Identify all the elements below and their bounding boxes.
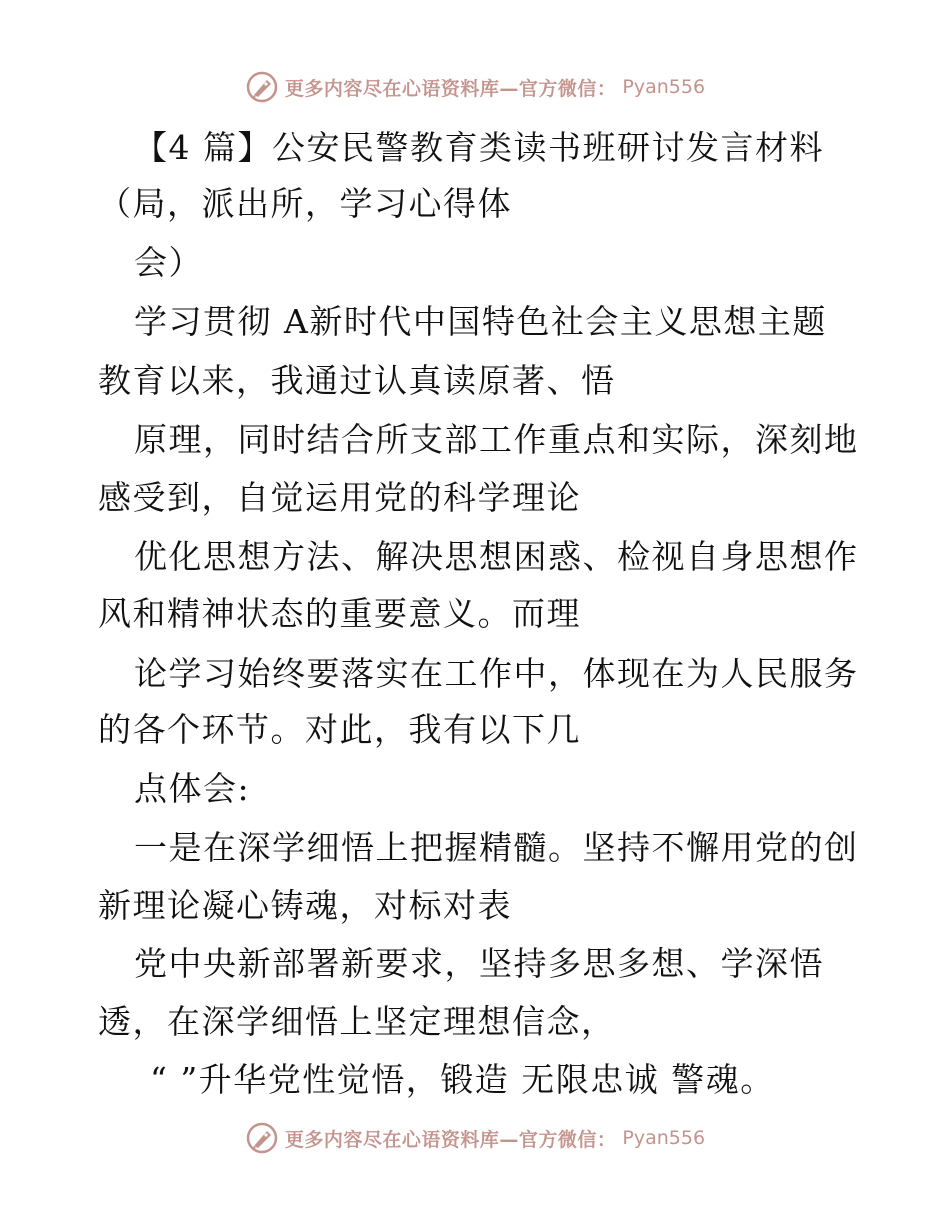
- body-line: 学习贯彻 A新时代中国特色社会主义思想主题: [134, 302, 827, 341]
- body-line: 的各个环节。对此，我有以下几: [98, 710, 581, 749]
- watermark-contact: Pyan556: [622, 76, 706, 98]
- watermark-banner-bottom: [0, 1121, 950, 1155]
- pen-nib-logo-icon: [245, 1121, 279, 1155]
- watermark-text: 更多内容尽在心语资料库—官方微信：: [284, 1128, 617, 1151]
- body-line: 感受到，自觉运用党的科学理论: [98, 478, 581, 517]
- body-line: 点体会:: [134, 769, 251, 808]
- body-line: 党中央新部署新要求，坚持多思多想、学深悟: [134, 944, 824, 983]
- watermark-text: 更多内容尽在心语资料库—官方微信：: [284, 77, 617, 100]
- watermark-contact: Pyan556: [622, 1127, 706, 1149]
- body-line: 论学习始终要落实在工作中，体现在为人民服务: [134, 654, 859, 693]
- pen-nib-logo-icon: [245, 70, 279, 104]
- body-line: “ ”升华党性觉悟，锻造 无限忠诚 警魂。: [150, 1060, 775, 1099]
- body-line: 优化思想方法、解决思想困惑、检视自身思想作: [134, 537, 859, 576]
- body-line: 风和精神状态的重要意义。而理: [98, 594, 581, 633]
- body-line: 透，在深学细悟上坚定理想信念，: [98, 1002, 616, 1041]
- body-line: 原理，同时结合所支部工作重点和实际，深刻地: [134, 420, 859, 459]
- body-line: 一是在深学细悟上把握精髓。坚持不懈用党的创: [134, 828, 859, 867]
- body-line: 教育以来，我通过认真读原著、悟: [98, 361, 616, 400]
- body-line: 新理论凝心铸魂，对标对表: [98, 886, 512, 925]
- watermark-banner-top: [0, 70, 950, 104]
- document-title-line-2: （局，派出所，学习心得体: [98, 184, 512, 223]
- document-title-line-1: 【4 篇】公安民警教育类读书班研讨发言材料: [134, 128, 824, 167]
- document-title-line-3: 会）: [134, 243, 203, 282]
